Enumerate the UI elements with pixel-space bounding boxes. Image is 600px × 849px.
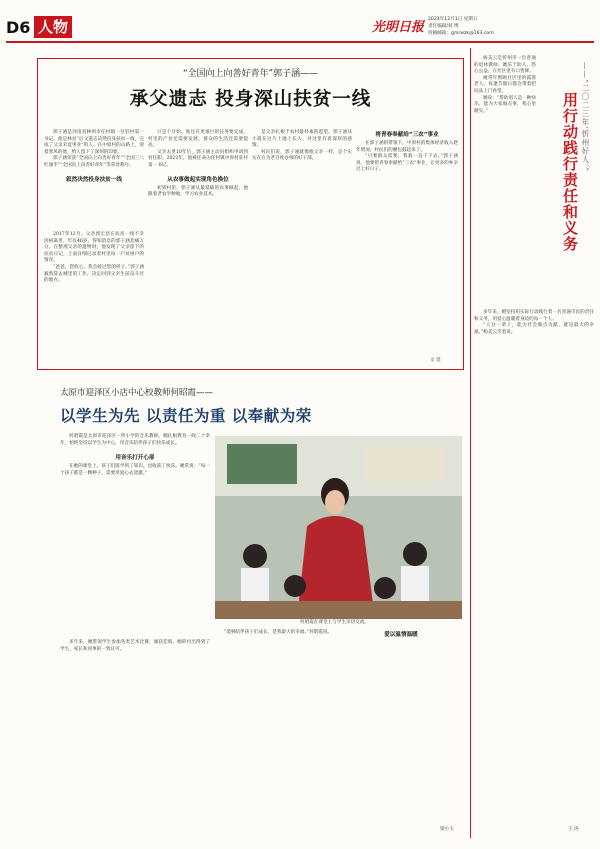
feature-column-1 xyxy=(44,130,144,186)
story2-column-3 xyxy=(340,630,462,641)
paragraph: 在她的课堂上，孩子们既学到了知识，也收获了快乐。她常说：“每一个孩子都是一颗种子，需要用爱心去浇灌。” xyxy=(60,464,210,476)
paragraph: 郭子涵是河南省林州市任村镇一位驻村第一书记。他是林县“后父遗志决然投身扶贫一线，完成了父亲未竟事业”的人。在中原村的山路上，迎着寒风的他，给人留下了深刻的印象。 xyxy=(44,130,144,155)
paragraph: 她常年照顾社区里的孤寡老人，每逢节假日都会带着慰问品上门看望。 xyxy=(474,75,536,94)
subhead: 从农事做起实现角色换位 xyxy=(167,176,229,183)
story2-column-1 xyxy=(60,434,210,477)
story2-column-1b xyxy=(60,640,210,653)
paragraph: 何昭霞是太原市迎泽区一所小学的音乐教师。她扎根教育一线二十余年，始终坚持以学生为中心，用音乐陪伴孩子们快乐成长。 xyxy=(60,434,210,446)
story2-column-2 xyxy=(215,630,335,637)
paragraph: “爸爸，您放心，我会接过您的担子。”郭子涵毅然辞去城里的工作，决定回到父亲生前奋斗过的地方。 xyxy=(44,264,144,284)
subhead: 用音乐打开心扉 xyxy=(115,455,155,462)
paragraph: 多年来，她坚持用实际行动践行着一名普通市民的责任和义务，用爱心温暖着身边的每一个人。 xyxy=(474,310,594,322)
page-number: D6 xyxy=(6,18,31,37)
classroom-photo xyxy=(215,436,462,619)
paragraph: 初到村里，郭子涵从最基础的农事做起。他跟着老农学种地，学习农业技术。 xyxy=(148,185,248,198)
feature-byline: 文 萱 xyxy=(430,358,441,363)
paragraph: 只是个开始。他还有更艰巨的任务要完成，村里的产业还需要发展，群众的生活还需要提高。 xyxy=(148,130,248,149)
story2-kicker: 太原市迎泽区小店中心校教师何昭霞—— xyxy=(60,388,214,398)
newspaper-logo: 光明日报 xyxy=(372,20,425,35)
paragraph: 多年来，她带领学生参加各类艺术比赛，屡获佳绩。她的付出得到了学生、家长和同事的一致认可。 xyxy=(60,640,210,652)
right-story-body xyxy=(474,56,536,115)
right-story-byline: 王 涛 xyxy=(568,827,579,832)
paragraph: 父亲去世10年后，郭子涵主动向组织申请到村任职。2022年，他被任命为任村镇中原村驻村第一书记。 xyxy=(148,149,248,168)
feature-kicker: “全国向上向善好青年”郭子涵—— xyxy=(182,69,319,79)
right-story-subtitle: ——“二〇二三年‘忻州好人’” xyxy=(581,62,590,172)
feature-column-3 xyxy=(252,130,352,163)
feature-column-2 xyxy=(148,130,248,199)
paragraph: 她说：“帮助别人是一种快乐，能为大家做点事，我心里踏实。” xyxy=(474,95,536,114)
subhead: 将青春奉献给“三农”事业 xyxy=(375,132,439,138)
section-label: 人物 xyxy=(34,16,72,38)
subhead: 叙然决然投身扶贫一线 xyxy=(66,176,122,183)
paragraph: 杨美云是忻州市一位普通的退休教师。她乐于助人，热心公益，在社区里有口皆碑。 xyxy=(474,56,536,75)
classroom-illustration xyxy=(215,436,462,619)
paragraph: 郭子涵荣获“全国向上向善好青年”“全国三八红旗手”“全国向上向善好青年”等荣誉称号。 xyxy=(44,156,144,168)
paragraph: “能够陪伴孩子们成长，是我最大的幸福。”何昭霞说。 xyxy=(224,630,333,635)
paragraph: “人这一辈子，能为社会做点贡献，就是最大的幸福。”杨美云笑着说。 xyxy=(474,323,594,335)
story2-byline: 梁小玉 xyxy=(440,827,454,832)
paragraph: 村民们说，郭子涵就像他父亲一样，是个实实在在为老百姓办事的好干部。 xyxy=(252,149,352,162)
email-line: 投稿邮箱：gmrwzk@163.com xyxy=(428,31,494,36)
paragraph: 是父亲扎根于农村最朴素的愿望。郭子涵从小就在这片土地上长大，对这里有着深厚的感情。 xyxy=(252,130,352,149)
subhead: 爱以温情温暖 xyxy=(384,632,418,638)
right-story-body-2 xyxy=(474,310,594,336)
paragraph: “只要群众需要，我就一直干下去。”郭子涵说，他要把青春奉献给“三农”事业，让更多的乡亲过上好日子。 xyxy=(356,154,458,173)
issue-date: 2023年12月1日 星期五 xyxy=(428,17,478,22)
story2-headline: 以学生为先 以责任为重 以奉献为荣 xyxy=(60,407,312,425)
right-story-title: 用行动践行责任和义务 xyxy=(561,92,579,252)
feature-column-1b xyxy=(44,232,144,285)
header-rule xyxy=(6,41,594,43)
feature-headline: 承父遗志 投身深山扶贫一线 xyxy=(129,89,372,110)
feature-column-4 xyxy=(356,130,458,174)
paragraph: 2017年12月，父亲郭宏昌在扶贫一线不幸因病离世，年仅46岁。得知消息的郭子涵悲痛万分。在整理父亲的遗物时，他发现了父亲留下的扶贫日记，上面详细记录着村里每一户贫困户的情况。 xyxy=(44,232,144,264)
paragraph: 在郭子涵的带领下，中原村的集体经济收入逐年增加，村民们的腰包鼓起来了。 xyxy=(356,141,458,153)
editor-line: 责任编辑/刘 博 xyxy=(428,24,459,29)
column-divider xyxy=(470,48,471,838)
photo-caption: 何昭霞在课堂上与学生亲切交流。 xyxy=(300,620,369,625)
